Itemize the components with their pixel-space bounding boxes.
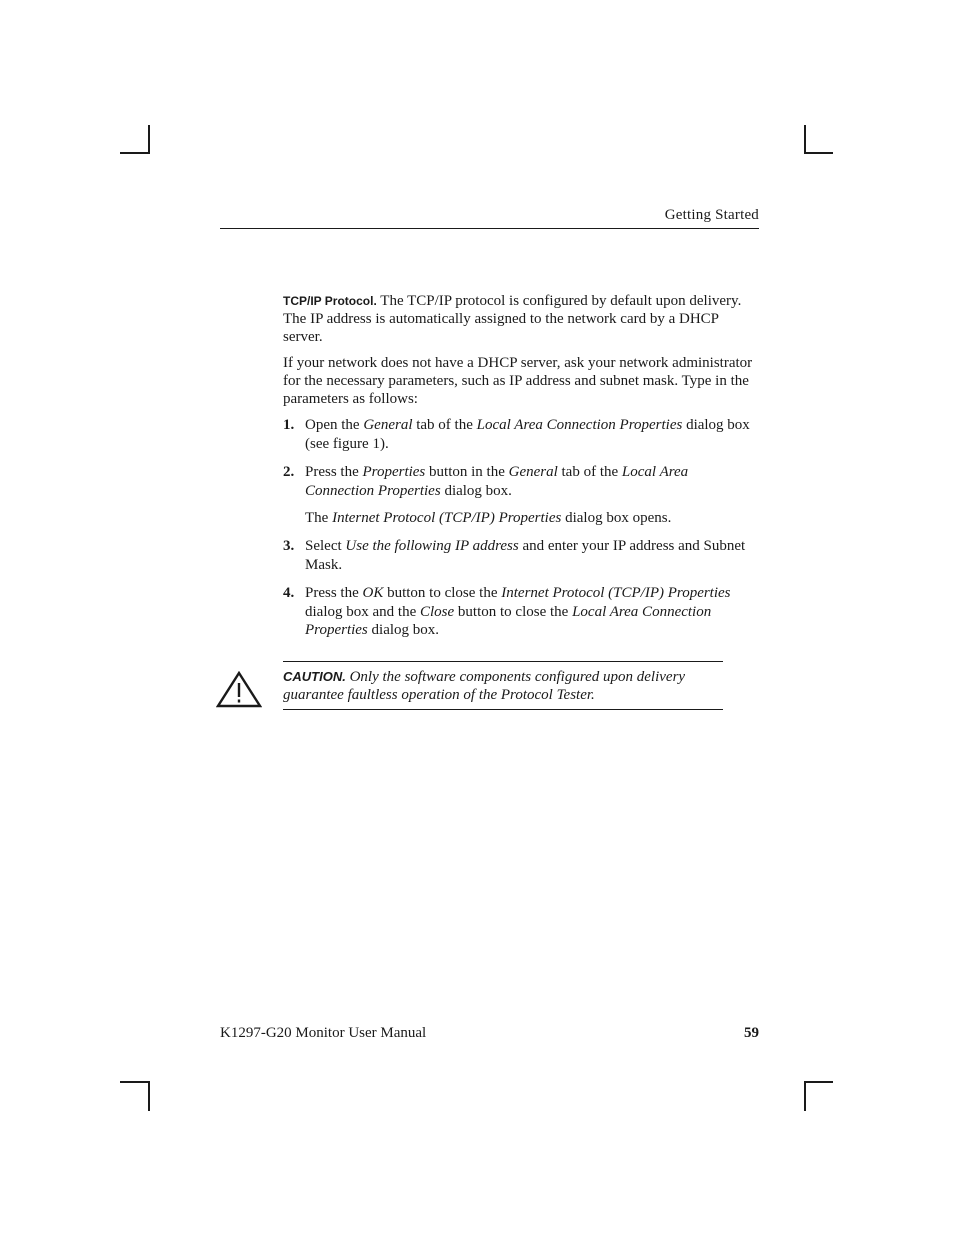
dhcp-paragraph: If your network does not have a DHCP server, ask your network administrator for the necessary parameters, such as IP address and subnet mask. Type in the parameters as follows: <box>283 355 753 407</box>
crop-mark-top-left-h <box>120 152 150 154</box>
step-number: 4. <box>283 585 295 601</box>
step-text: button in the <box>425 464 509 480</box>
step-3 <box>283 537 759 574</box>
crop-mark-bottom-right-v <box>804 1081 806 1111</box>
header-rule <box>220 228 759 229</box>
step-text: Press the <box>305 585 363 601</box>
crop-mark-top-right-h <box>804 152 833 154</box>
step-ui-term: OK <box>362 585 384 601</box>
step-text: button to close the <box>383 585 502 601</box>
step-ui-term: General <box>508 464 558 480</box>
step-text: and enter your IP address and Subnet Mask. <box>305 538 746 573</box>
step-text: Open the <box>305 417 364 433</box>
step-text: dialog box. <box>440 482 512 499</box>
caution-box <box>283 661 723 710</box>
step-text: tab of the <box>557 464 622 480</box>
step-text: dialog box. <box>367 622 440 638</box>
caution-label: CAUTION. <box>283 669 346 684</box>
step-4 <box>283 584 759 640</box>
step-text: dialog box and the <box>305 603 420 620</box>
step-ui-term: Use the following IP address <box>345 538 519 554</box>
step-number: 2. <box>283 464 295 480</box>
step-number: 3. <box>283 538 295 554</box>
caution-text: Only the software components configured upon delivery guarantee faultless operation of the Protocol Tester. <box>283 669 686 703</box>
page-number: 59 <box>744 1025 759 1041</box>
tcpip-runin-heading: TCP/IP Protocol. <box>283 294 377 308</box>
step-ui-term: Internet Protocol (TCP/IP) Properties <box>501 585 731 601</box>
tcpip-text: The TCP/IP protocol is configured by default upon delivery. The IP address is automatically assigned to the network card by a DHCP server. <box>283 293 742 345</box>
step-ui-term: General <box>363 417 413 433</box>
crop-mark-bottom-left-v <box>148 1081 150 1111</box>
step-ui-term: Close <box>419 603 455 620</box>
step-text: Select <box>305 538 346 554</box>
step-ui-term: Local Area Connection Properties <box>305 603 712 638</box>
step-ui-term: Local Area Connection Properties <box>305 464 689 499</box>
step-text: button to close the <box>454 603 573 620</box>
step-text: dialog box (see figure 1). <box>305 417 750 452</box>
crop-mark-bottom-right-h <box>804 1081 833 1083</box>
main-content <box>283 292 759 650</box>
note-text: dialog box opens. <box>561 510 672 526</box>
crop-mark-top-right-v <box>804 125 806 154</box>
step-ui-term: Properties <box>362 464 426 480</box>
note-text: The <box>305 510 333 526</box>
step-number: 1. <box>283 417 295 433</box>
warning-triangle-icon <box>216 671 262 708</box>
step-2-result-note <box>283 509 759 527</box>
crop-mark-bottom-left-h <box>120 1081 150 1083</box>
step-ui-term: Local Area Connection Properties <box>476 417 683 433</box>
step-text: tab of the <box>412 417 477 433</box>
step-2 <box>283 463 759 500</box>
tcpip-paragraph <box>283 292 759 346</box>
footer-manual-title: K1297-G20 Monitor User Manual <box>220 1025 427 1041</box>
steps-list <box>283 416 759 640</box>
step-text: Press the <box>305 464 363 480</box>
crop-mark-top-left-v <box>148 125 150 154</box>
running-header: Getting Started <box>664 207 759 223</box>
step-1 <box>283 416 759 453</box>
note-ui-term: Internet Protocol (TCP/IP) Properties <box>332 510 562 526</box>
